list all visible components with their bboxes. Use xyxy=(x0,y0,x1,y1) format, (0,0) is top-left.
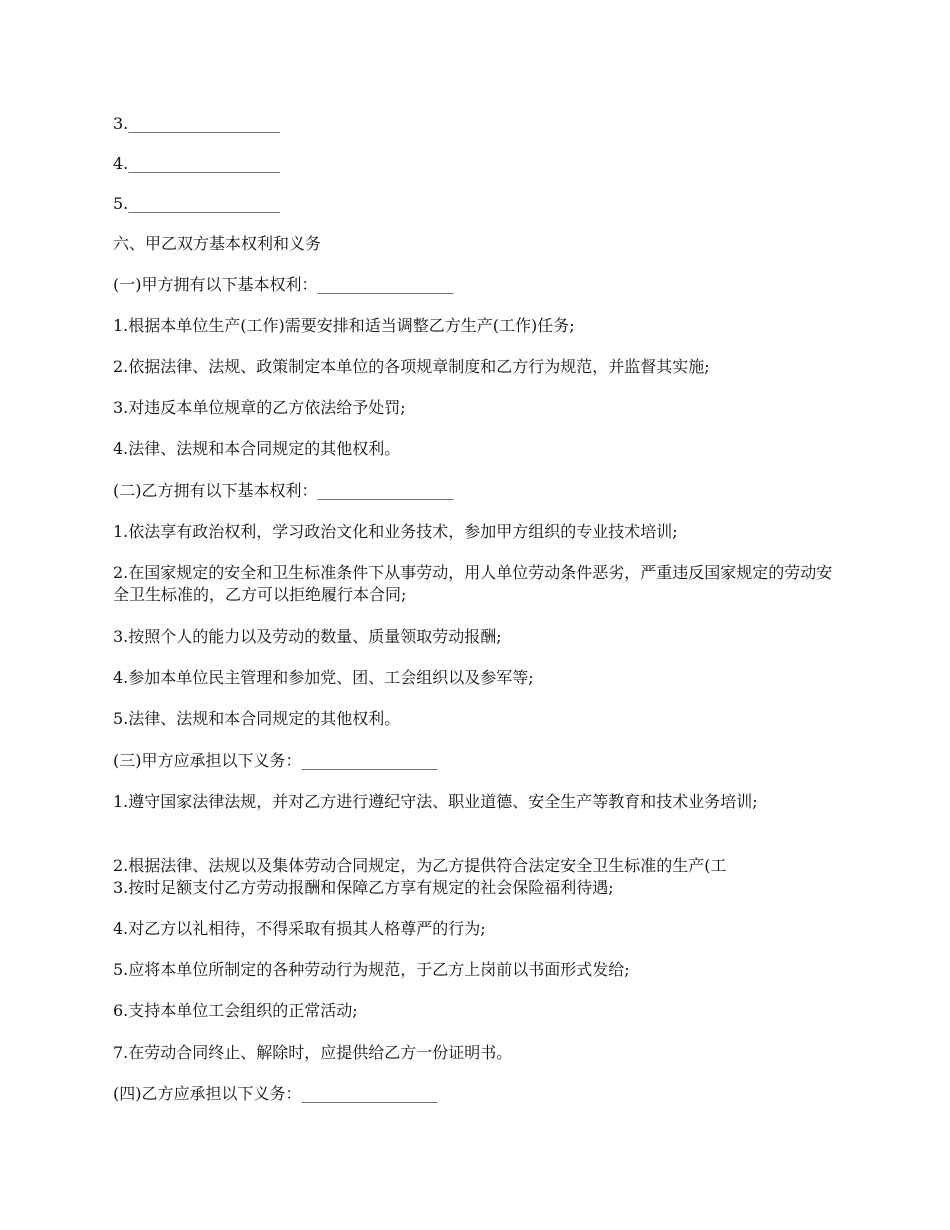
blank-item-5: 5.___________________ xyxy=(113,194,281,213)
paragraph: 5.法律、法规和本合同规定的其他权利。 xyxy=(113,709,401,728)
paragraph: 5.应将本单位所制定的各种劳动行为规范，于乙方上岗前以书面形式发给; xyxy=(113,960,630,979)
paragraph: 4.参加本单位民主管理和参加党、团、工会组织以及参军等; xyxy=(113,668,534,687)
paragraph: 2.依据法律、法规、政策制定本单位的各项规章制度和乙方行为规范，并监督其实施; xyxy=(113,357,710,376)
paragraph: 1.遵守国家法律法规，并对乙方进行遵纪守法、职业道德、安全生产等教育和技术业务培训; xyxy=(113,792,758,811)
subsection-heading-3: (三)甲方应承担以下义务：_________________ xyxy=(113,751,438,770)
paragraph: 1.依法享有政治权利，学习政治文化和业务技术，参加甲方组织的专业技术培训; xyxy=(113,522,678,541)
section-heading: 六、甲乙双方基本权利和义务 xyxy=(113,234,322,253)
paragraph: 7.在劳动合同终止、解除时，应提供给乙方一份证明书。 xyxy=(113,1043,513,1062)
subsection-heading-1: (一)甲方拥有以下基本权利：_________________ xyxy=(113,275,454,294)
blank-item-3: 3.___________________ xyxy=(113,114,281,133)
paragraph: 4.法律、法规和本合同规定的其他权利。 xyxy=(113,439,401,458)
paragraph: 2.在国家规定的安全和卫生标准条件下从事劳动，用人单位劳动条件恶劣，严重违反国家规定的劳动安全卫生标准的，乙方可以拒绝履行本合同; xyxy=(113,563,833,604)
paragraph: 3.对违反本单位规章的乙方依法给予处罚; xyxy=(113,398,406,417)
paragraph-truncated: 2.根据法律、法规以及集体劳动合同规定，为乙方提供符合法定安全卫生标准的生产(工 xyxy=(113,856,727,875)
subsection-heading-4: (四)乙方应承担以下义务：_________________ xyxy=(113,1084,438,1103)
paragraph: 3.按照个人的能力以及劳动的数量、质量领取劳动报酬; xyxy=(113,627,502,646)
paragraph: 3.按时足额支付乙方劳动报酬和保障乙方享有规定的社会保险福利待遇; xyxy=(113,878,614,897)
paragraph: 4.对乙方以礼相待，不得采取有损其人格尊严的行为; xyxy=(113,919,486,938)
paragraph: 1.根据本单位生产(工作)需要安排和适当调整乙方生产(工作)任务; xyxy=(113,316,575,335)
paragraph: 6.支持本单位工会组织的正常活动; xyxy=(113,1001,358,1020)
subsection-heading-2: (二)乙方拥有以下基本权利：_________________ xyxy=(113,481,454,500)
blank-item-4: 4.___________________ xyxy=(113,154,281,173)
